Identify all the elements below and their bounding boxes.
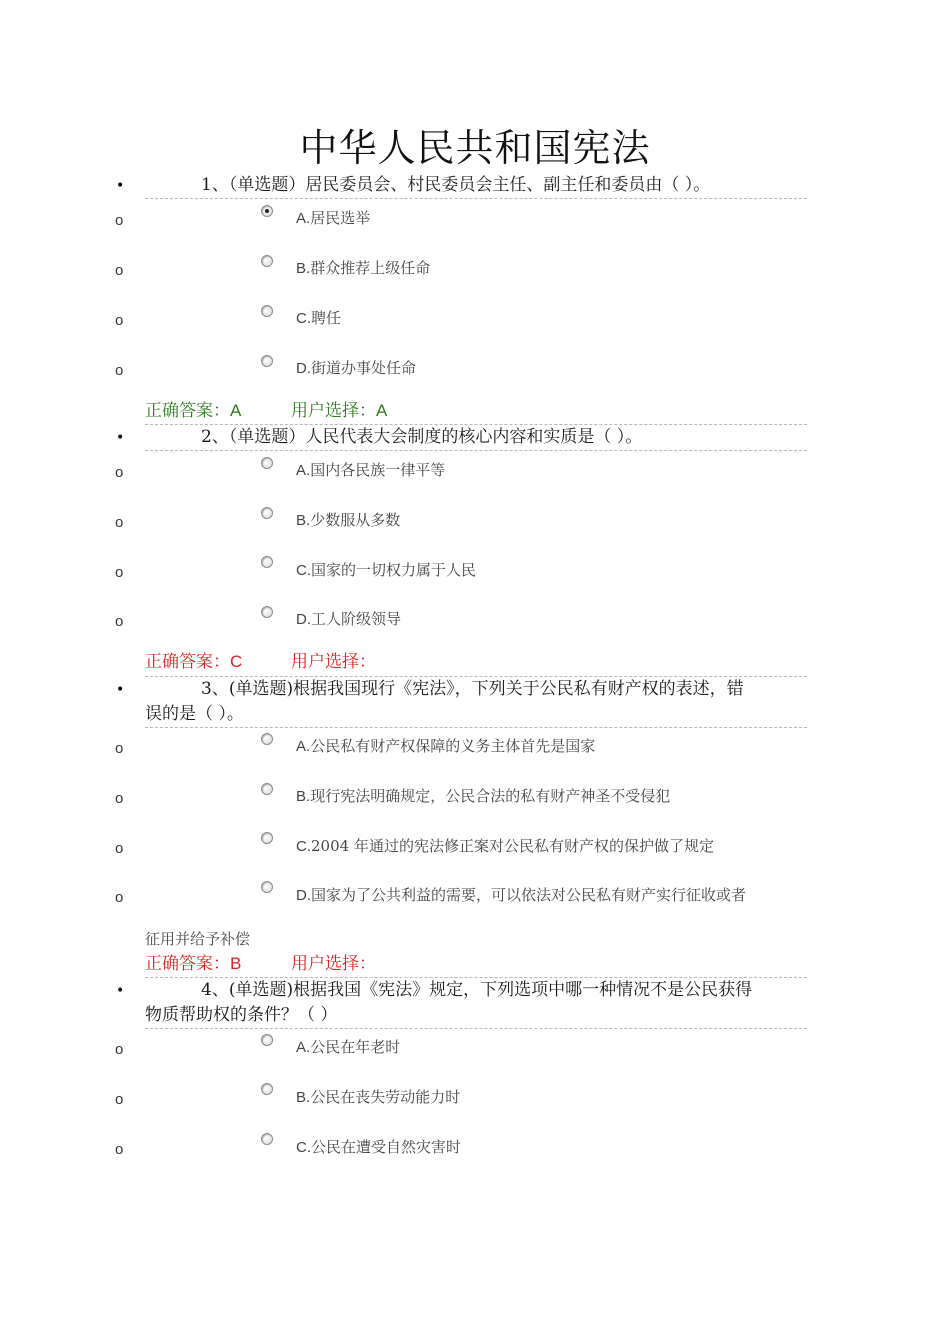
option-marker: o: [115, 312, 124, 329]
radio-option-b[interactable]: [261, 1083, 273, 1095]
option-label-b: B.少数服从多数: [296, 511, 401, 529]
radio-option-b[interactable]: [261, 255, 273, 267]
question-bullet: •: [116, 682, 125, 698]
answer-line: [145, 651, 376, 673]
option-marker: o: [115, 889, 124, 906]
option-marker: o: [115, 362, 124, 379]
radio-option-a[interactable]: [261, 1034, 273, 1046]
user-choice: 用户选择：: [291, 954, 376, 973]
radio-option-b[interactable]: [261, 783, 273, 795]
divider: [145, 450, 807, 451]
radio-option-c[interactable]: [261, 832, 273, 844]
option-marker: o: [115, 1141, 124, 1158]
radio-option-c[interactable]: [261, 305, 273, 317]
correct-answer: 正确答案：A: [145, 401, 242, 420]
radio-option-c[interactable]: [261, 1133, 273, 1145]
divider: [145, 1028, 807, 1029]
divider: [145, 198, 807, 199]
radio-option-c[interactable]: [261, 556, 273, 568]
question-bullet: •: [116, 430, 125, 446]
option-marker: o: [115, 1091, 124, 1108]
radio-option-b[interactable]: [261, 507, 273, 519]
radio-option-d[interactable]: [261, 355, 273, 367]
option-marker: o: [115, 790, 124, 807]
option-label-a: A.公民在年老时: [296, 1038, 401, 1056]
page-title: 中华人民共和国宪法: [299, 126, 651, 170]
option-label-b: B.群众推荐上级任命: [296, 259, 431, 277]
option-marker: o: [115, 1041, 124, 1058]
option-marker: o: [115, 262, 124, 279]
option-marker: o: [115, 514, 124, 531]
option-marker: o: [115, 464, 124, 481]
divider: [145, 727, 807, 728]
answer-line: [145, 953, 376, 975]
option-marker: o: [115, 840, 124, 857]
option-label-d: D.街道办事处任命: [296, 359, 417, 377]
option-marker: o: [115, 564, 124, 581]
option-marker: o: [115, 740, 124, 757]
option-label-c: C.国家的一切权力属于人民: [296, 561, 477, 579]
option-label-c: C.2004 年通过的宪法修正案对公民私有财产权的保护做了规定: [296, 837, 714, 855]
option-label-c: C.聘任: [296, 309, 342, 327]
question-bullet: •: [116, 178, 125, 194]
user-choice: 用户选择：: [291, 652, 376, 671]
option-marker: o: [115, 613, 124, 630]
option-continuation: 征用并给予补偿: [145, 930, 251, 948]
correct-answer: 正确答案：C: [145, 652, 243, 671]
question-bullet: •: [116, 983, 125, 999]
question-text: 1、（单选题）居民委员会、村民委员会主任、副主任和委员由（ ）。: [201, 175, 711, 195]
option-marker: o: [115, 212, 124, 229]
correct-answer: 正确答案：B: [145, 954, 242, 973]
option-label-c: C.公民在遭受自然灾害时: [296, 1138, 462, 1156]
radio-option-d[interactable]: [261, 881, 273, 893]
option-label-a: A.居民选举: [296, 209, 371, 227]
question-text: 2、（单选题）人民代表大会制度的核心内容和实质是（ ）。: [201, 427, 643, 447]
option-label-d: D.工人阶级领导: [296, 610, 402, 628]
option-label-d: D.国家为了公共利益的需要，可以依法对公民私有财产实行征收或者: [296, 886, 747, 904]
option-label-a: A.国内各民族一律平等: [296, 461, 446, 479]
option-label-b: B.公民在丧失劳动能力时: [296, 1088, 461, 1106]
radio-option-a[interactable]: [261, 205, 273, 217]
option-label-b: B.现行宪法明确规定，公民合法的私有财产神圣不受侵犯: [296, 787, 671, 805]
radio-option-d[interactable]: [261, 606, 273, 618]
question-text: 4、(单选题)根据我国《宪法》规定，下列选项中哪一种情况不是公民获得 物质帮助权的条件？（ ）: [145, 980, 753, 1025]
question-text: 3、(单选题)根据我国现行《宪法》，下列关于公民私有财产权的表述，错 误的是（ ）。: [145, 679, 744, 724]
radio-selected-dot: [265, 209, 269, 213]
option-label-a: A.公民私有财产权保障的义务主体首先是国家: [296, 737, 596, 755]
user-choice: 用户选择：A: [291, 401, 388, 420]
radio-option-a[interactable]: [261, 457, 273, 469]
answer-line: [145, 400, 388, 422]
radio-option-a[interactable]: [261, 733, 273, 745]
